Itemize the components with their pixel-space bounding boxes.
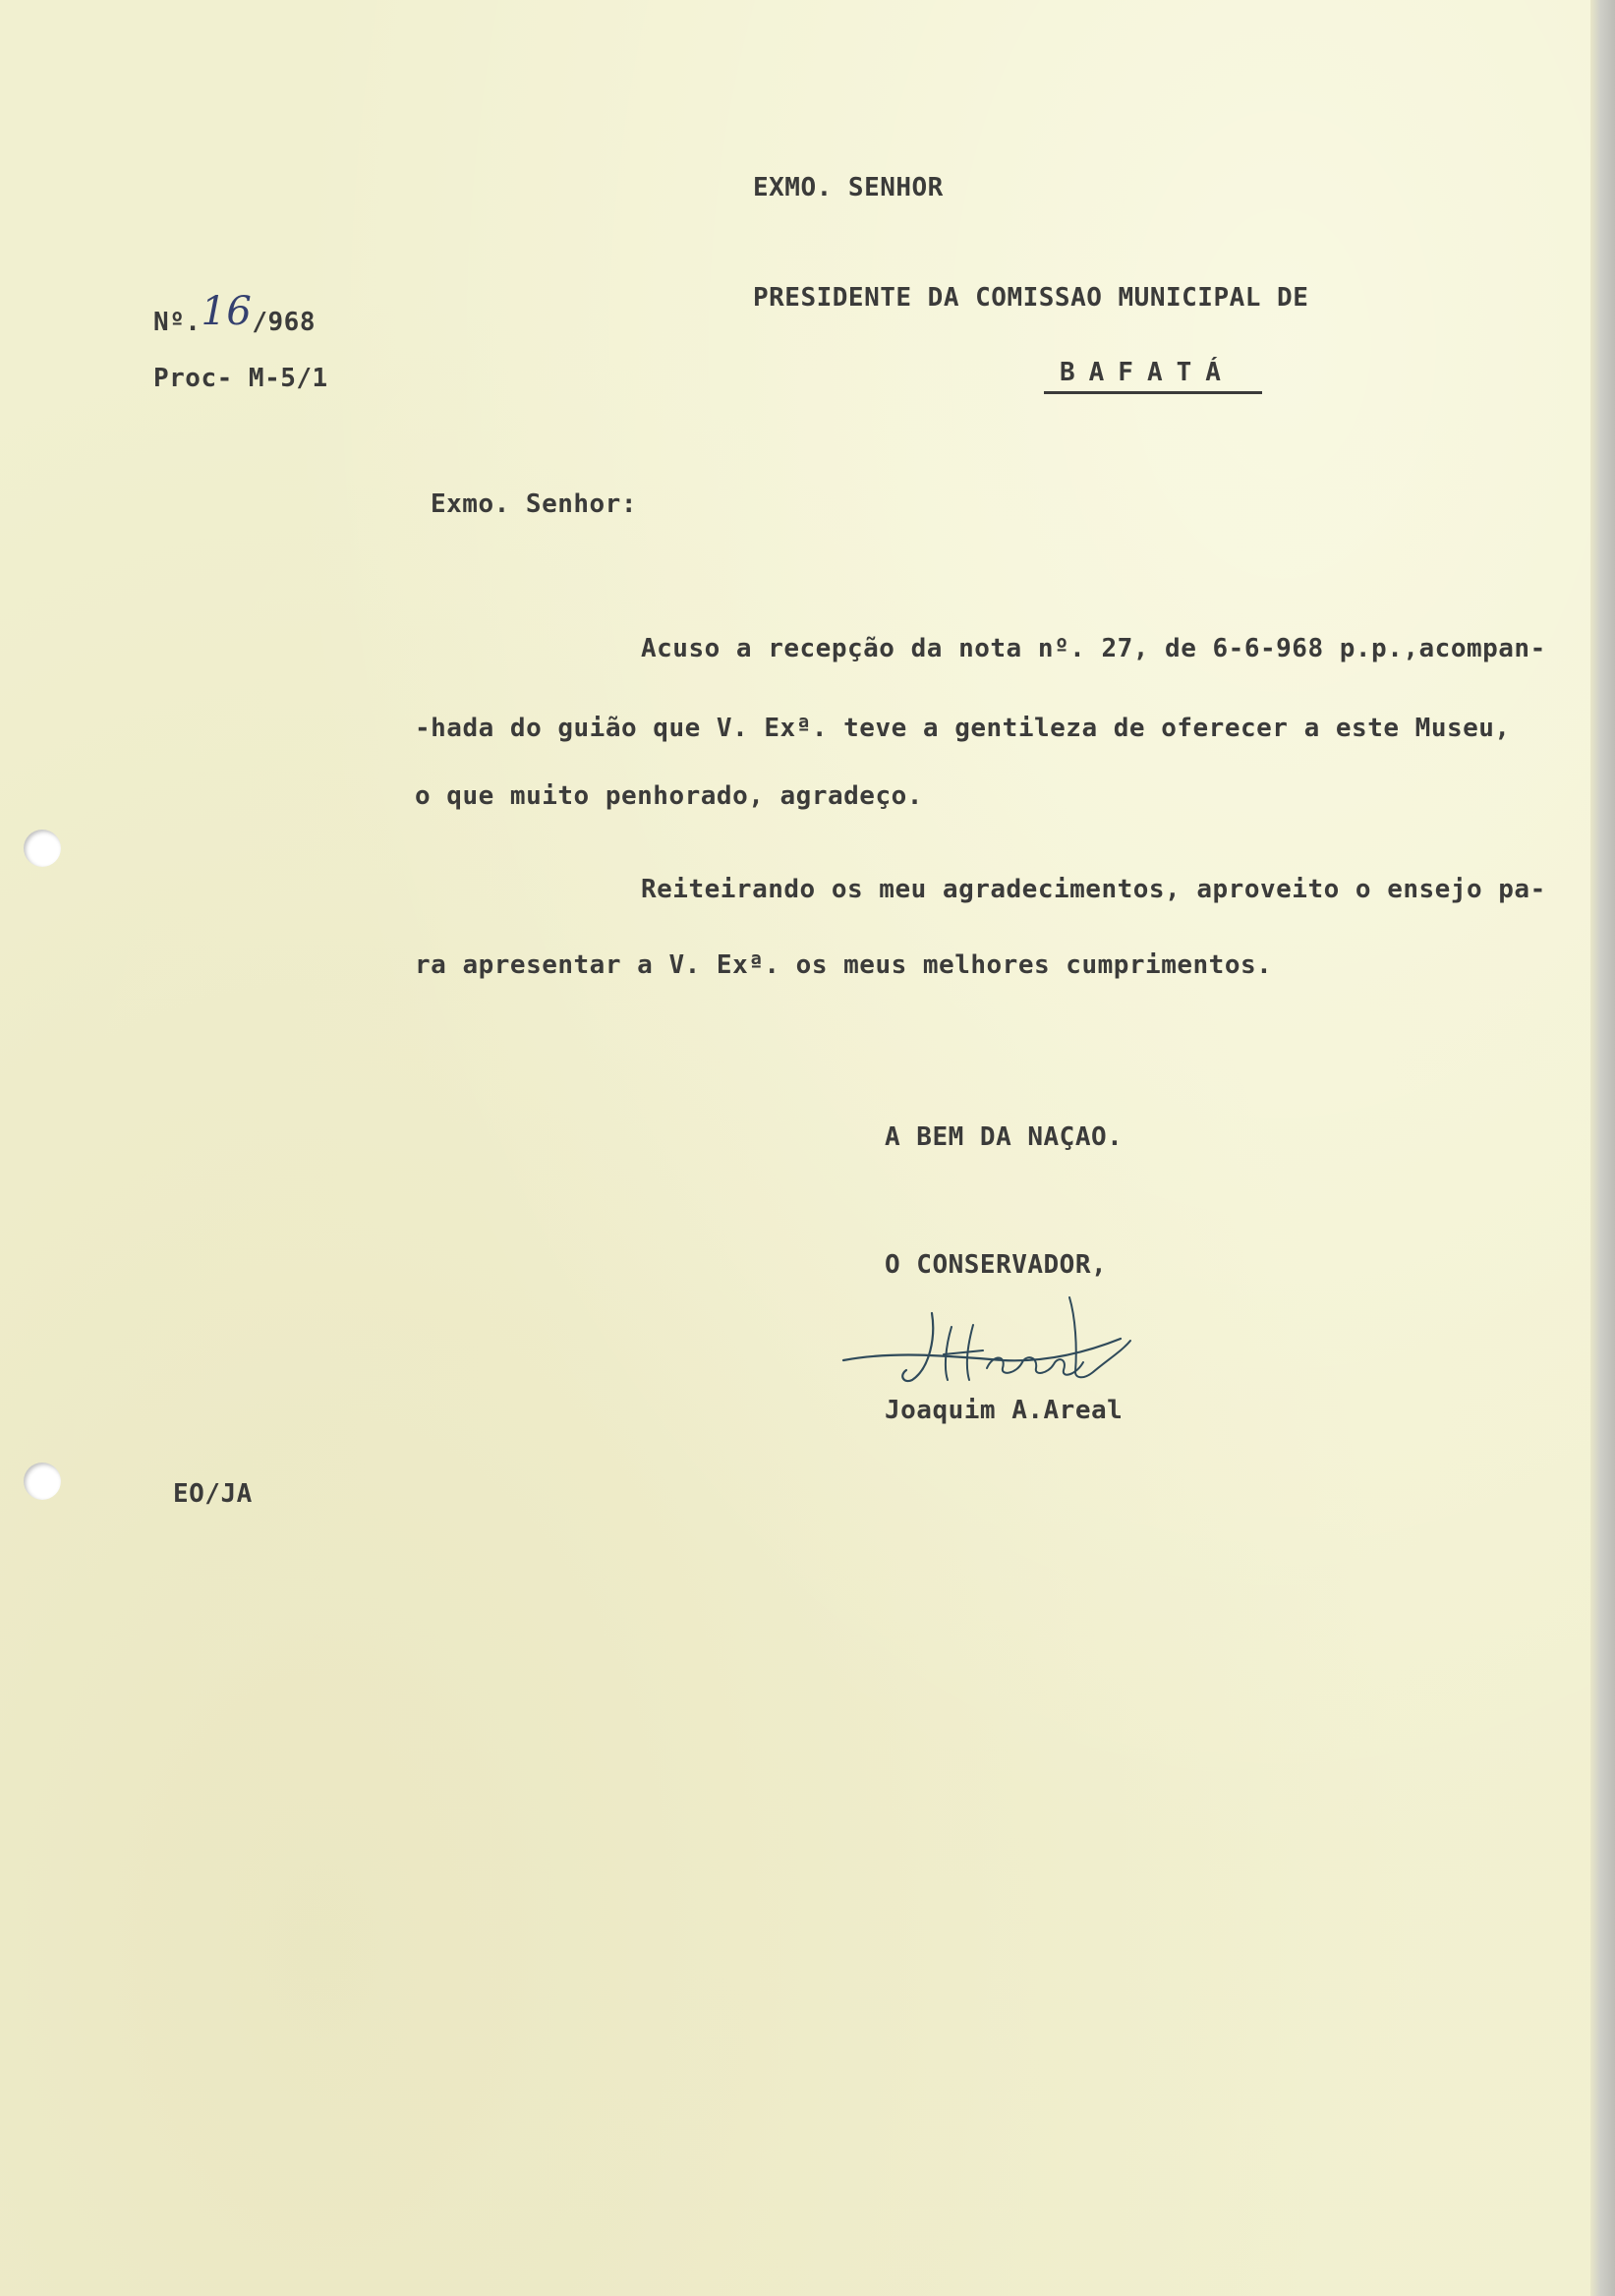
- signatory-name: Joaquim A.Areal: [885, 1396, 1124, 1425]
- reference-number-handwritten: 16: [201, 289, 253, 334]
- greeting: Exmo. Senhor:: [431, 489, 637, 519]
- body-paragraph-2-line-1: Reiteirando os meu agradecimentos, aproveito o ensejo pa-: [641, 875, 1546, 904]
- body-paragraph-2-line-2: ra apresentar a V. Exª. os meus melhores cumprimentos.: [415, 950, 1273, 980]
- reference-number: [153, 289, 316, 340]
- body-paragraph-1-line-3: o que muito penhorado, agradeço.: [415, 781, 923, 811]
- city-underline: [1044, 391, 1262, 394]
- addressee-line: PRESIDENTE DA COMISSAO MUNICIPAL DE: [753, 283, 1309, 313]
- addressee-city: BAFATÁ: [1060, 358, 1235, 387]
- handwritten-signature: [836, 1278, 1150, 1396]
- signature-drawing: [836, 1278, 1150, 1396]
- punch-hole-top: [24, 830, 61, 867]
- body-paragraph-1-line-1: Acuso a recepção da nota nº. 27, de 6-6-968 p.p.,acompan-: [641, 634, 1546, 663]
- reference-number-prefix: Nº.: [153, 308, 202, 337]
- punch-hole-bottom: [24, 1463, 61, 1500]
- closing-motto: A BEM DA NAÇAO.: [885, 1122, 1124, 1152]
- closing-role: O CONSERVADOR,: [885, 1250, 1108, 1280]
- typist-initials: EO/JA: [173, 1479, 253, 1509]
- scan-edge: [1590, 0, 1615, 2296]
- reference-number-suffix: /968: [252, 308, 316, 337]
- salutation-title: EXMO. SENHOR: [753, 173, 944, 202]
- body-paragraph-1-line-2: -hada do guião que V. Exª. teve a gentileza de oferecer a este Museu,: [415, 714, 1511, 743]
- process-reference: Proc- M-5/1: [153, 364, 328, 393]
